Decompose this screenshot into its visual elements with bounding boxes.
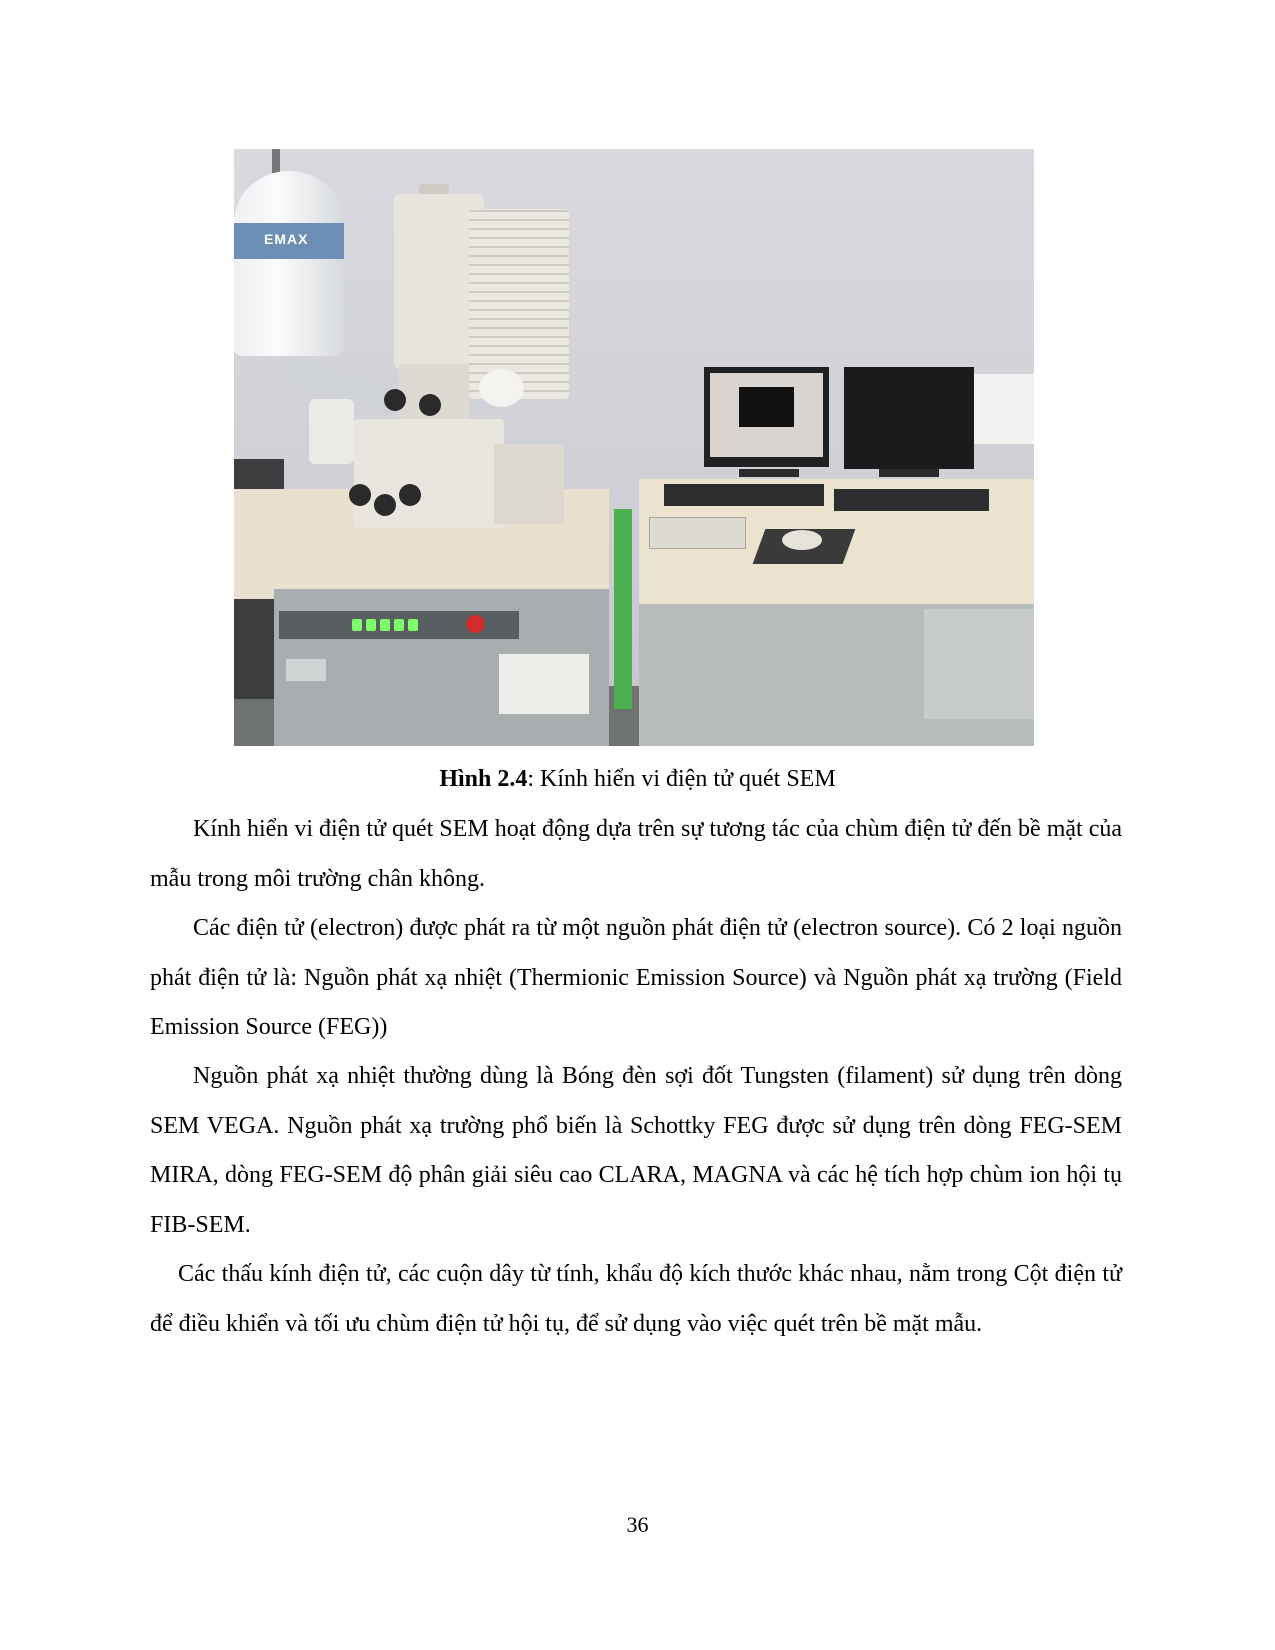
photo-knob <box>384 389 406 411</box>
page-number: 36 <box>626 1512 649 1537</box>
photo-led <box>408 619 418 631</box>
paragraph-1: Kính hiển vi điện tử quét SEM hoạt động dựa trên sự tương tác của chùm điện tử đến bề mặt của mẫu trong môi trường chân không. <box>150 816 1122 892</box>
photo-canister <box>309 399 354 464</box>
photo-led <box>394 619 404 631</box>
photo-white-cylinder <box>479 369 524 407</box>
figure-caption-text: : Kính hiển vi điện tử quét SEM <box>527 766 836 792</box>
photo-notice-sheet <box>499 654 589 714</box>
photo-knob <box>399 484 421 506</box>
figure-caption-label: Hình 2.4 <box>439 766 528 792</box>
photo-monitor-stand <box>879 469 939 477</box>
photo-desk-drawer <box>924 609 1034 719</box>
photo-dewar-label: EMAX <box>264 231 309 247</box>
photo-keyboard <box>664 484 824 506</box>
photo-knob <box>349 484 371 506</box>
photo-monitor-left-image <box>739 387 794 427</box>
photo-emergency-stop <box>466 615 484 633</box>
photo-dewar <box>234 171 344 356</box>
photo-led <box>352 619 362 631</box>
photo-wall-shelf <box>974 374 1034 444</box>
photo-dewar-rod <box>272 149 280 173</box>
photo-keyboard <box>834 489 989 511</box>
photo-led <box>366 619 376 631</box>
photo-control-keypad <box>649 517 746 549</box>
photo-monitor-right <box>844 367 974 469</box>
photo-monitor-stand <box>739 469 799 477</box>
photo-mouse <box>782 530 822 550</box>
paragraph-3: Nguồn phát xạ nhiệt thường dùng là Bóng đèn sợi đốt Tungsten (filament) sử dụng trên dòng SEM VEGA. Nguồn phát xạ trường phổ biến là Schottky FEG được sử dụng trên dòng FEG-SEM MIRA, dòng FEG-SEM độ phân giải siêu cao CLARA, MAGNA và các hệ tích hợp chùm ion hội tụ FIB-SEM. <box>150 1063 1122 1238</box>
photo-green-strip <box>614 509 632 709</box>
photo-electronics-box <box>469 209 569 399</box>
sem-photo <box>234 149 1034 746</box>
paragraph-4: Các thấu kính điện tử, các cuộn dây từ tính, khẩu độ kích thước khác nhau, nằm trong Cột điện tử để điều khiển và tối ưu chùm điện tử hội tụ, để sử dụng vào việc quét trên bề mặt mẫu. <box>150 1261 1122 1337</box>
photo-knob <box>374 494 396 516</box>
photo-model-badge <box>286 659 326 681</box>
photo-knob <box>419 394 441 416</box>
figure-caption <box>0 762 1275 796</box>
photo-chamber-side <box>494 444 564 524</box>
paragraph-2: Các điện tử (electron) được phát ra từ một nguồn phát điện tử (electron source). Có 2 loại nguồn phát điện tử là: Nguồn phát xạ nhiệt (Thermionic Emission Source) và Nguồn phát xạ trường (Field Emission Source (FEG)) <box>150 915 1122 1040</box>
photo-led <box>380 619 390 631</box>
